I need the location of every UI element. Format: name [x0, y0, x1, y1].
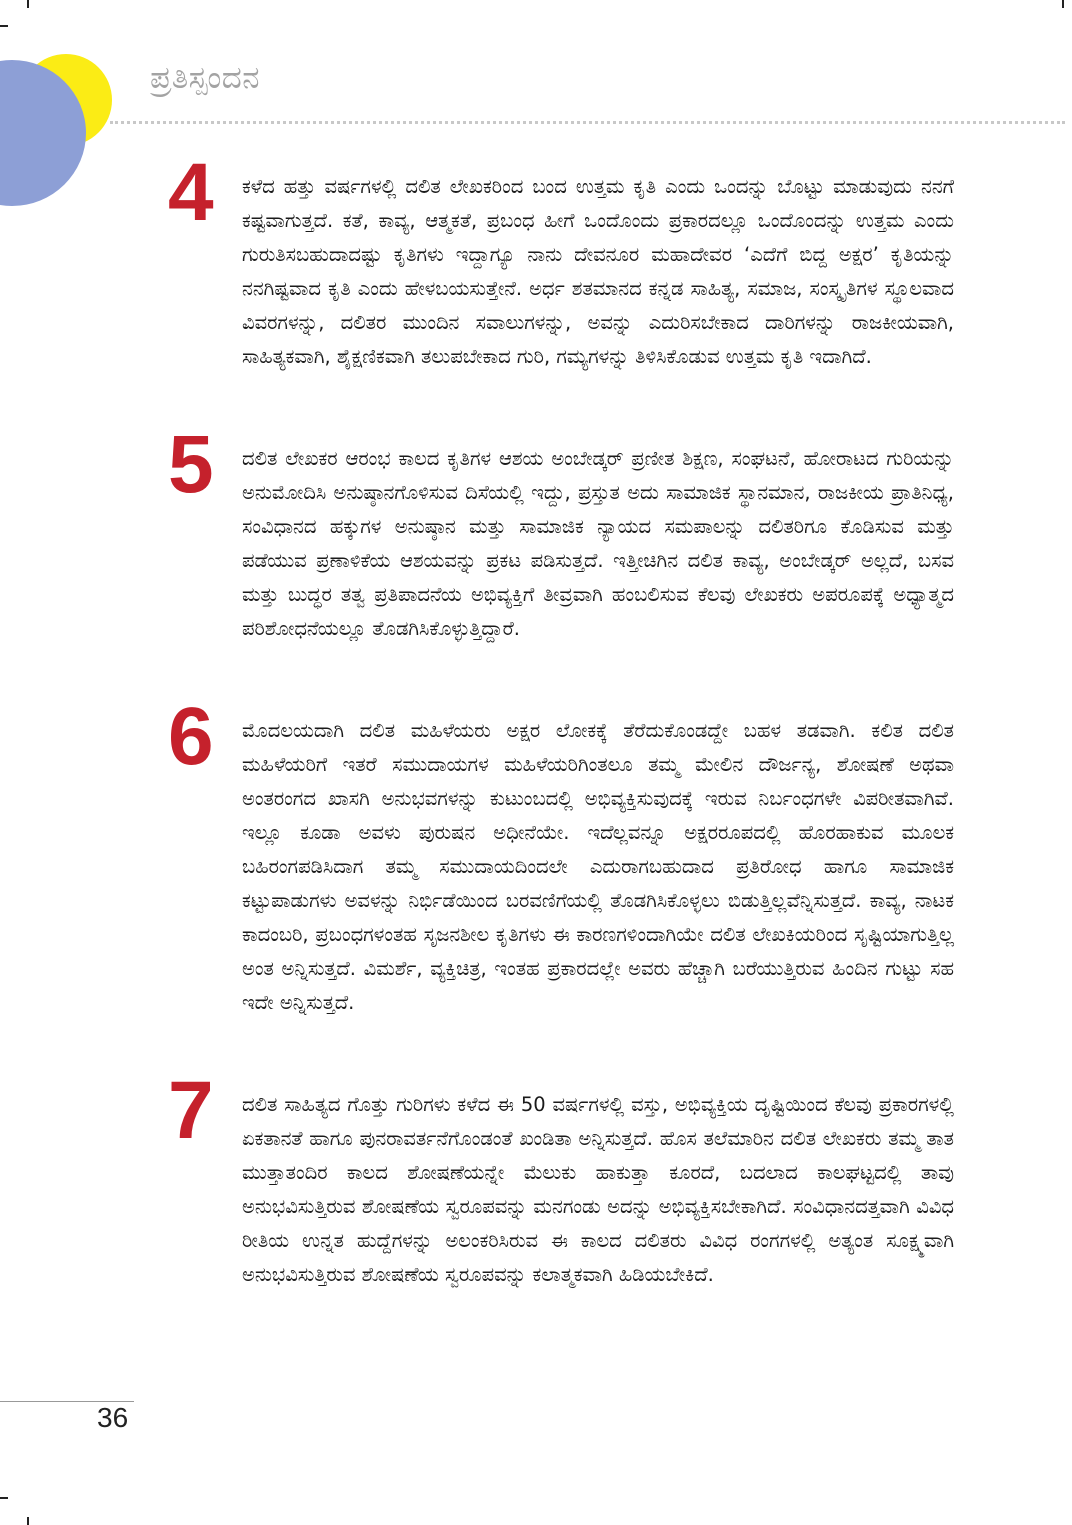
crop-mark-top-left [27, 0, 29, 8]
page-number: 36 [97, 1402, 129, 1433]
section-paragraph: ಮೊದಲಯದಾಗಿ ದಲಿತ ಮಹಿಳೆಯರು ಅಕ್ಷರ ಲೋಕಕ್ಕೆ ತೆರೆದುಕೊಂಡದ್ದೇ ಬಹಳ ತಡವಾಗಿ. ಕಲಿತ ದಲಿತ ಮಹಿಳೆಯರಿಗೆ ಇತರೆ ಸಮುದಾಯಗಳ ಮಹಿಳೆಯರಿಗಿಂತಲೂ ತಮ್ಮ ಮೇಲಿನ ದೌರ್ಜನ್ಯ, ಶೋಷಣೆ ಅಥವಾ ಅಂತರಂಗದ ಖಾಸಗಿ ಅನುಭವಗಳನ್ನು ಕುಟುಂಬದಲ್ಲಿ ಅಭಿವ್ಯಕ್ತಿಸುವುದಕ್ಕೆ ಇರುವ ನಿರ್ಬಂಧಗಳೇ ವಿಪರೀತವಾಗಿವೆ. ಇಲ್ಲೂ ಕೂಡಾ ಅವಳು ಪುರುಷನ ಅಧೀನೆಯೇ. ಇದೆಲ್ಲವನ್ನೂ ಅಕ್ಷರರೂಪದಲ್ಲಿ ಹೊರಹಾಕುವ ಮೂಲಕ ಬಹಿರಂಗಪಡಿಸಿದಾಗ ತಮ್ಮ ಸಮುದಾಯದಿಂದಲೇ ಎದುರಾಗಬಹುದಾದ ಪ್ರತಿರೋಧ ಹಾಗೂ ಸಾಮಾಜಿಕ ಕಟ್ಟುಪಾಡುಗಳು ಅವಳನ್ನು ನಿರ್ಭಿಡೆಯಿಂದ ಬರವಣಿಗೆಯಲ್ಲಿ ತೊಡಗಿಸಿಕೊಳ್ಳಲು ಬಿಡುತ್ತಿಲ್ಲವೆನ್ನಿಸುತ್ತದೆ. ಕಾವ್ಯ, ನಾಟಕ ಕಾದಂಬರಿ, ಪ್ರಬಂಧಗಳಂತಹ ಸೃಜನಶೀಲ ಕೃತಿಗಳು ಈ ಕಾರಣಗಳಿಂದಾಗಿಯೇ ದಲಿತ ಲೇಖಕಿಯರಿಂದ ಸೃಷ್ಟಿಯಾಗುತ್ತಿಲ್ಲ ಅಂತ ಅನ್ನಿಸುತ್ತದೆ. ವಿಮರ್ಶೆ, ವ್ಯಕ್ತಿಚಿತ್ರ, ಇಂತಹ ಪ್ರಕಾರದಲ್ಲೇ ಅವರು ಹೆಚ್ಚಾಗಿ ಬರೆಯುತ್ತಿರುವ ಹಿಂದಿನ ಗುಟ್ಟು ಸಹ ಇದೇ ಅನ್ನಿಸುತ್ತದೆ. [242, 719, 954, 1014]
section-number: 4 [168, 147, 214, 238]
section-header-title: ಪ್ರತಿಸ್ಪಂದನ [150, 60, 261, 96]
section-paragraph: ಕಳೆದ ಹತ್ತು ವರ್ಷಗಳಲ್ಲಿ ದಲಿತ ಲೇಖಕರಿಂದ ಬಂದ ಉತ್ತಮ ಕೃತಿ ಎಂದು ಒಂದನ್ನು ಬೊಟ್ಟು ಮಾಡುವುದು ನನಗೆ ಕಷ್ಟವಾಗುತ್ತದೆ. ಕತೆ, ಕಾವ್ಯ, ಆತ್ಮಕತೆ, ಪ್ರಬಂಧ ಹೀಗೆ ಒಂದೊಂದು ಪ್ರಕಾರದಲ್ಲೂ ಒಂದೊಂದನ್ನು ಉತ್ತಮ ಎಂದು ಗುರುತಿಸಬಹುದಾದಷ್ಟು ಕೃತಿಗಳು ಇದ್ದಾಗ್ಯೂ ನಾನು ದೇವನೂರ ಮಹಾದೇವರ ‘ಎದೆಗೆ ಬಿದ್ದ ಅಕ್ಷರ’ ಕೃತಿಯನ್ನು ನನಗಿಷ್ಟವಾದ ಕೃತಿ ಎಂದು ಹೇಳಬಯಸುತ್ತೇನೆ. ಅರ್ಧ ಶತಮಾನದ ಕನ್ನಡ ಸಾಹಿತ್ಯ, ಸಮಾಜ, ಸಂಸ್ಕೃತಿಗಳ ಸ್ಥೂಲವಾದ ವಿವರಗಳನ್ನು, ದಲಿತರ ಮುಂದಿನ ಸವಾಲುಗಳನ್ನು, ಅವನ್ನು ಎದುರಿಸಬೇಕಾದ ದಾರಿಗಳನ್ನು ರಾಜಕೀಯವಾಗಿ, ಸಾಹಿತ್ಯಕವಾಗಿ, ಶೈಕ್ಷಣಿಕವಾಗಿ ತಲುಪಬೇಕಾದ ಗುರಿ, ಗಮ್ಯಗಳನ್ನು ತಿಳಿಸಿಕೊಡುವ ಉತ್ತಮ ಕೃತಿ ಇದಾಗಿದೆ. [242, 175, 954, 368]
section-paragraph: ದಲಿತ ಸಾಹಿತ್ಯದ ಗೊತ್ತು ಗುರಿಗಳು ಕಳೆದ ಈ 50 ವರ್ಷಗಳಲ್ಲಿ ವಸ್ತು, ಅಭಿವ್ಯಕ್ತಿಯ ದೃಷ್ಟಿಯಿಂದ ಕೆಲವು ಪ್ರಕಾರಗಳಲ್ಲಿ ಏಕತಾನತೆ ಹಾಗೂ ಪುನರಾವರ್ತನೆಗೊಂಡಂತೆ ಖಂಡಿತಾ ಅನ್ನಿಸುತ್ತದೆ. ಹೊಸ ತಲೆಮಾರಿನ ದಲಿತ ಲೇಖಕರು ತಮ್ಮ ತಾತ ಮುತ್ತಾತಂದಿರ ಕಾಲದ ಶೋಷಣೆಯನ್ನೇ ಮೆಲುಕು ಹಾಕುತ್ತಾ ಕೂರದೆ, ಬದಲಾದ ಕಾಲಘಟ್ಟದಲ್ಲಿ ತಾವು ಅನುಭವಿಸುತ್ತಿರುವ ಶೋಷಣೆಯ ಸ್ವರೂಪವನ್ನು ಮನಗಂಡು ಅದನ್ನು ಅಭಿವ್ಯಕ್ತಿಸಬೇಕಾಗಿದೆ. ಸಂವಿಧಾನದತ್ತವಾಗಿ ವಿವಿಧ ರೀತಿಯ ಉನ್ನತ ಹುದ್ದೆಗಳನ್ನು ಅಲಂಕರಿಸಿರುವ ಈ ಕಾಲದ ದಲಿತರು ವಿವಿಧ ರಂಗಗಳಲ್ಲಿ ಅತ್ಯಂತ ಸೂಕ್ಷ್ಮವಾಗಿ ಅನುಭವಿಸುತ್ತಿರುವ ಶೋಷಣೆಯ ಸ್ವರೂಪವನ್ನು ಕಲಾತ್ಮಕವಾಗಿ ಹಿಡಿಯಬೇಕಿದೆ. [242, 1093, 954, 1286]
crop-mark-left-lower [0, 1497, 8, 1499]
section-number: 6 [168, 691, 214, 782]
crop-mark-left-upper [0, 25, 8, 27]
crop-mark-top-right [1062, 0, 1064, 8]
section-number: 7 [168, 1065, 214, 1156]
crop-mark-bottom-left [27, 1517, 29, 1525]
section-number: 5 [168, 419, 214, 510]
header-dotted-divider [110, 121, 1065, 124]
section-paragraph: ದಲಿತ ಲೇಖಕರ ಆರಂಭ ಕಾಲದ ಕೃತಿಗಳ ಆಶಯ ಅಂಬೇಡ್ಕರ್ ಪ್ರಣೀತ ಶಿಕ್ಷಣ, ಸಂಘಟನೆ, ಹೋರಾಟದ ಗುರಿಯನ್ನು ಅನುಮೋದಿಸಿ ಅನುಷ್ಠಾನಗೊಳಿಸುವ ದಿಸೆಯಲ್ಲಿ ಇದ್ದು, ಪ್ರಸ್ತುತ ಅದು ಸಾಮಾಜಿಕ ಸ್ಥಾನಮಾನ, ರಾಜಕೀಯ ಪ್ರಾತಿನಿಧ್ಯ, ಸಂವಿಧಾನದ ಹಕ್ಕುಗಳ ಅನುಷ್ಠಾನ ಮತ್ತು ಸಾಮಾಜಿಕ ನ್ಯಾಯದ ಸಮಪಾಲನ್ನು ದಲಿತರಿಗೂ ಕೊಡಿಸುವ ಮತ್ತು ಪಡೆಯುವ ಪ್ರಣಾಳಿಕೆಯ ಆಶಯವನ್ನು ಪ್ರಕಟ ಪಡಿಸುತ್ತದೆ. ಇತ್ತೀಚಿಗಿನ ದಲಿತ ಕಾವ್ಯ, ಅಂಬೇಡ್ಕರ್ ಅಲ್ಲದೆ, ಬಸವ ಮತ್ತು ಬುದ್ಧರ ತತ್ವ ಪ್ರತಿಪಾದನೆಯ ಅಭಿವ್ಯಕ್ತಿಗೆ ತೀವ್ರವಾಗಿ ಹಂಬಲಿಸುವ ಕೆಲವು ಲೇಖಕರು ಅಪರೂಪಕ್ಕೆ ಅಧ್ಯಾತ್ಮದ ಪರಿಶೋಧನೆಯಲ್ಲೂ ತೊಡಗಿಸಿಕೊಳ್ಳುತ್ತಿದ್ದಾರೆ. [242, 447, 954, 640]
